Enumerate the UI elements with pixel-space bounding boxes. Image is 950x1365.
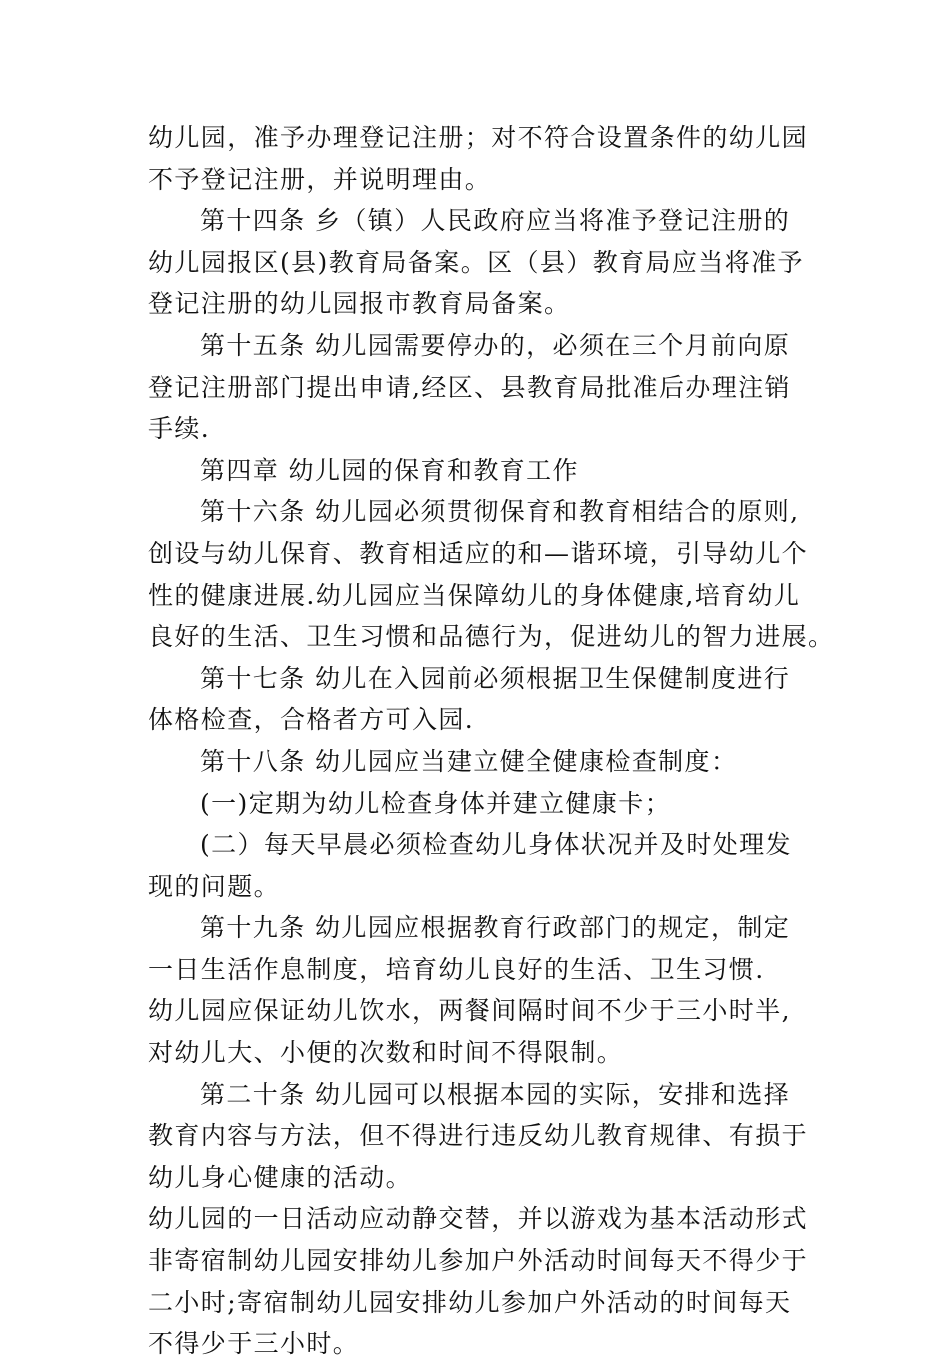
text-line: 第十五条 幼儿园需要停办的，必须在三个月前向原 xyxy=(200,330,791,360)
text-line: 幼儿身心健康的活动。 xyxy=(148,1162,413,1192)
text-line: 手续. xyxy=(148,414,211,444)
text-line: 创设与幼儿保育、教育相适应的和—谐环境，引导幼儿个 xyxy=(148,538,809,568)
text-line: (一)定期为幼儿检查身体并建立健康卡； xyxy=(200,788,672,818)
text-line: 体格检查，合格者方可入园. xyxy=(148,705,475,735)
text-line: 良好的生活、卫生习惯和品德行为，促进幼儿的智力进展。 xyxy=(148,622,835,652)
text-line: 第二十条 幼儿园可以根据本园的实际，安排和选择 xyxy=(200,1079,791,1109)
text-line: 教育内容与方法，但不得进行违反幼儿教育规律、有损于 xyxy=(148,1121,809,1151)
text-line: 不予登记注册，并说明理由。 xyxy=(148,164,492,194)
text-line: 第十七条 幼儿在入园前必须根据卫生保健制度进行 xyxy=(200,663,791,693)
text-line: 幼儿园应保证幼儿饮水，两餐间隔时间不少于三小时半, xyxy=(148,996,791,1026)
text-line: (二）每天早晨必须检查幼儿身体状况并及时处理发 xyxy=(200,830,792,860)
text-line: 不得少于三小时。 xyxy=(148,1329,360,1359)
text-line: 第十八条 幼儿园应当建立健全健康检查制度： xyxy=(200,746,738,776)
text-line: 登记注册部门提出申请,经区、县教育局批准后办理注销 xyxy=(148,372,791,402)
text-line: 对幼儿大、小便的次数和时间不得限制。 xyxy=(148,1038,624,1068)
text-line: 第十四条 乡（镇）人民政府应当将准予登记注册的 xyxy=(200,206,791,236)
text-line: 登记注册的幼儿园报市教育局备案。 xyxy=(148,289,571,319)
text-line: 第十九条 幼儿园应根据教育行政部门的规定，制定 xyxy=(200,913,791,943)
text-line: 性的健康进展.幼儿园应当保障幼儿的身体健康,培育幼儿 xyxy=(148,580,801,610)
text-line: 现的问题。 xyxy=(148,871,281,901)
text-line: 二小时;寄宿制幼儿园安排幼儿参加户外活动的时间每天 xyxy=(148,1287,792,1317)
text-line: 一日生活作息制度，培育幼儿良好的生活、卫生习惯. xyxy=(148,954,765,984)
text-line: 第四章 幼儿园的保育和教育工作 xyxy=(200,455,579,485)
text-line: 非寄宿制幼儿园安排幼儿参加户外活动时间每天不得少于 xyxy=(148,1246,809,1276)
text-line: 幼儿园，准予办理登记注册；对不符合设置条件的幼儿园 xyxy=(148,123,809,152)
text-line: 幼儿园报区(县)教育局备案。区（县）教育局应当将准予 xyxy=(148,247,804,277)
document-body xyxy=(148,117,835,1365)
text-line: 第十六条 幼儿园必须贯彻保育和教育相结合的原则, xyxy=(200,497,800,527)
text-line: 幼儿园的一日活动应动静交替，并以游戏为基本活动形式 xyxy=(148,1204,809,1234)
